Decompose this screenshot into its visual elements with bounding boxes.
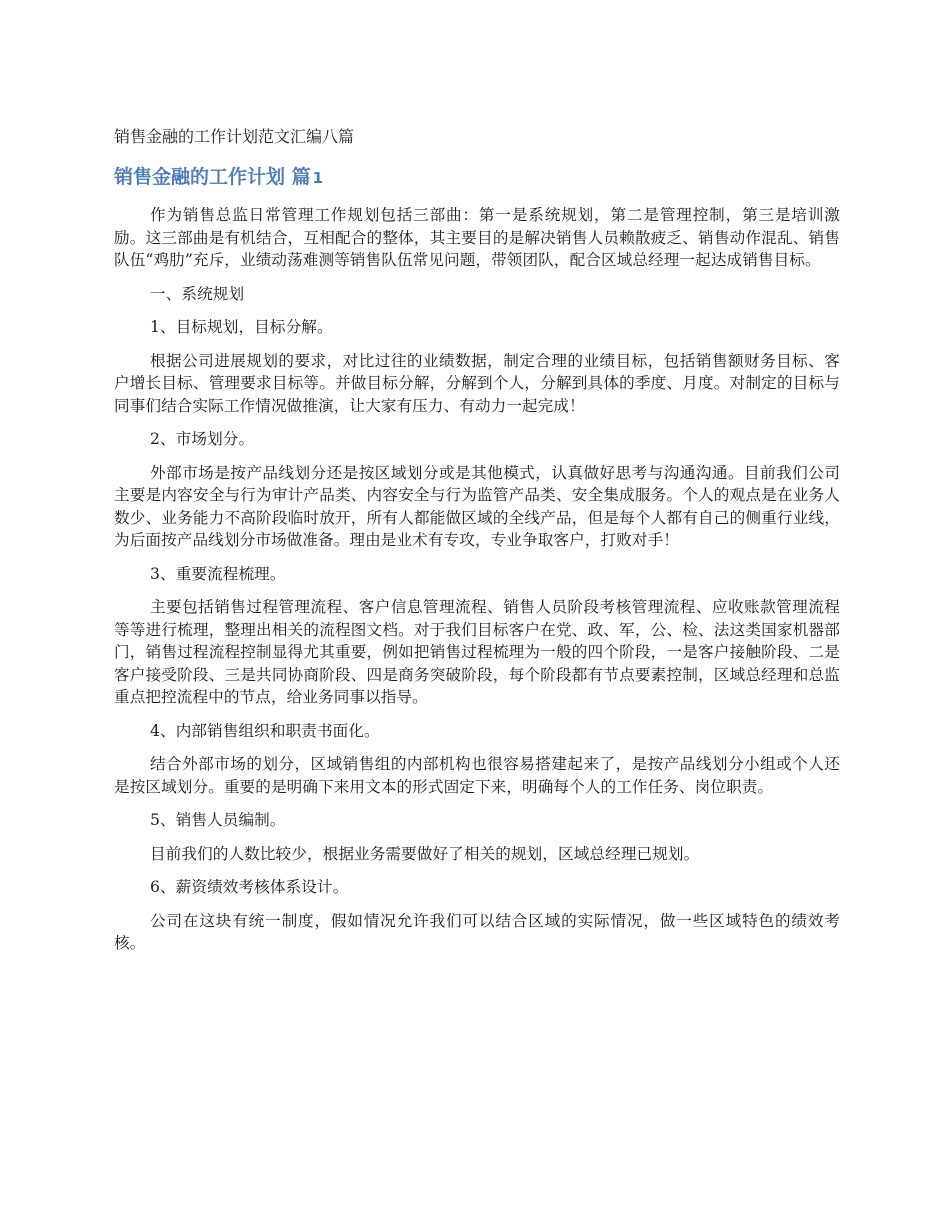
item-heading-3: 3、重要流程梳理。 xyxy=(150,564,286,583)
section-heading xyxy=(114,164,323,191)
item-heading-2: 2、市场划分。 xyxy=(150,430,255,448)
paragraph-3: 主要包括销售过程管理流程、客户信息管理流程、销售人员阶段考核管理流程、应收账款管理流程等等进行梳理，整理出相关的流程图文档。对于我们目标客户在党、政、军，公、检、法这类国家机器部门，销售过程流程控制显得尤其重要，例如把销售过程梳理为一般的四个阶段，一是客户接触阶段、二是客户接受阶段、三是共同协商阶段、四是商务突破阶段，每个阶段都有节点要素控制，区域总经理和总监重点把控流程中的节点，给业务同事以指导。 xyxy=(114,598,840,706)
document-title: 销售金融的工作计划范文汇编八篇 xyxy=(114,127,355,146)
paragraph-4: 结合外部市场的划分，区域销售组的内部机构也很容易搭建起来了，是按产品线划分小组或个人还是按区域划分。重要的是明确下来用文本的形式固定下来，明确每个人的工作任务、岗位职责。 xyxy=(114,755,840,796)
section-heading-text: 销售金融的工作计划 篇 xyxy=(114,166,311,188)
paragraph-intro: 作为销售总监日常管理工作规划包括三部曲：第一是系统规划，第二是管理控制，第三是培训激励。这三部曲是有机结合，互相配合的整体，其主要目的是解决销售人员赖散疲乏、销售动作混乱、销售队伍“鸡肋”充斥，业绩动荡难测等销售队伍常见问题，带领团队，配合区域总经理一起达成销售目标。 xyxy=(114,206,840,269)
paragraph-1: 根据公司进展规划的要求，对比过往的业绩数据，制定合理的业绩目标，包括销售额财务目标、客户增长目标、管理要求目标等。并做目标分解，分解到个人，分解到具体的季度、月度。对制定的目标与同事们结合实际工作情况做推演，让大家有压力、有动力一起完成！ xyxy=(114,351,840,415)
document-body xyxy=(114,204,840,966)
item-heading-4: 4、内部销售组织和职责书面化。 xyxy=(150,721,380,740)
paragraph-5: 目前我们的人数比较少，根据业务需要做好了相关的规划，区域总经理已规划。 xyxy=(150,844,700,863)
item-heading-5: 5、销售人员编制。 xyxy=(150,811,286,829)
section-number: 1 xyxy=(312,169,324,187)
paragraph-2: 外部市场是按产品线划分还是按区域划分或是其他模式，认真做好思考与沟通沟通。目前我们公司主要是内容安全与行为审计产品类、内容安全与行为监管产品类、安全集成服务。个人的观点是在业务人数少、业务能力不高阶段临时放开，所有人都能做区域的全线产品，但是每个人都有自己的侧重行业线，为后面按产品线划分市场做准备。理由是业术有专攻，专业争取客户，打败对手！ xyxy=(114,463,840,549)
item-heading-6: 6、薪资绩效考核体系设计。 xyxy=(150,878,349,896)
paragraph-6: 公司在这块有统一制度，假如情况允许我们可以结合区域的实际情况，做一些区域特色的绩效考核。 xyxy=(114,911,840,952)
item-heading-1: 1、目标规划，目标分解。 xyxy=(150,318,333,336)
heading-system-planning: 一、系统规划 xyxy=(150,284,245,303)
